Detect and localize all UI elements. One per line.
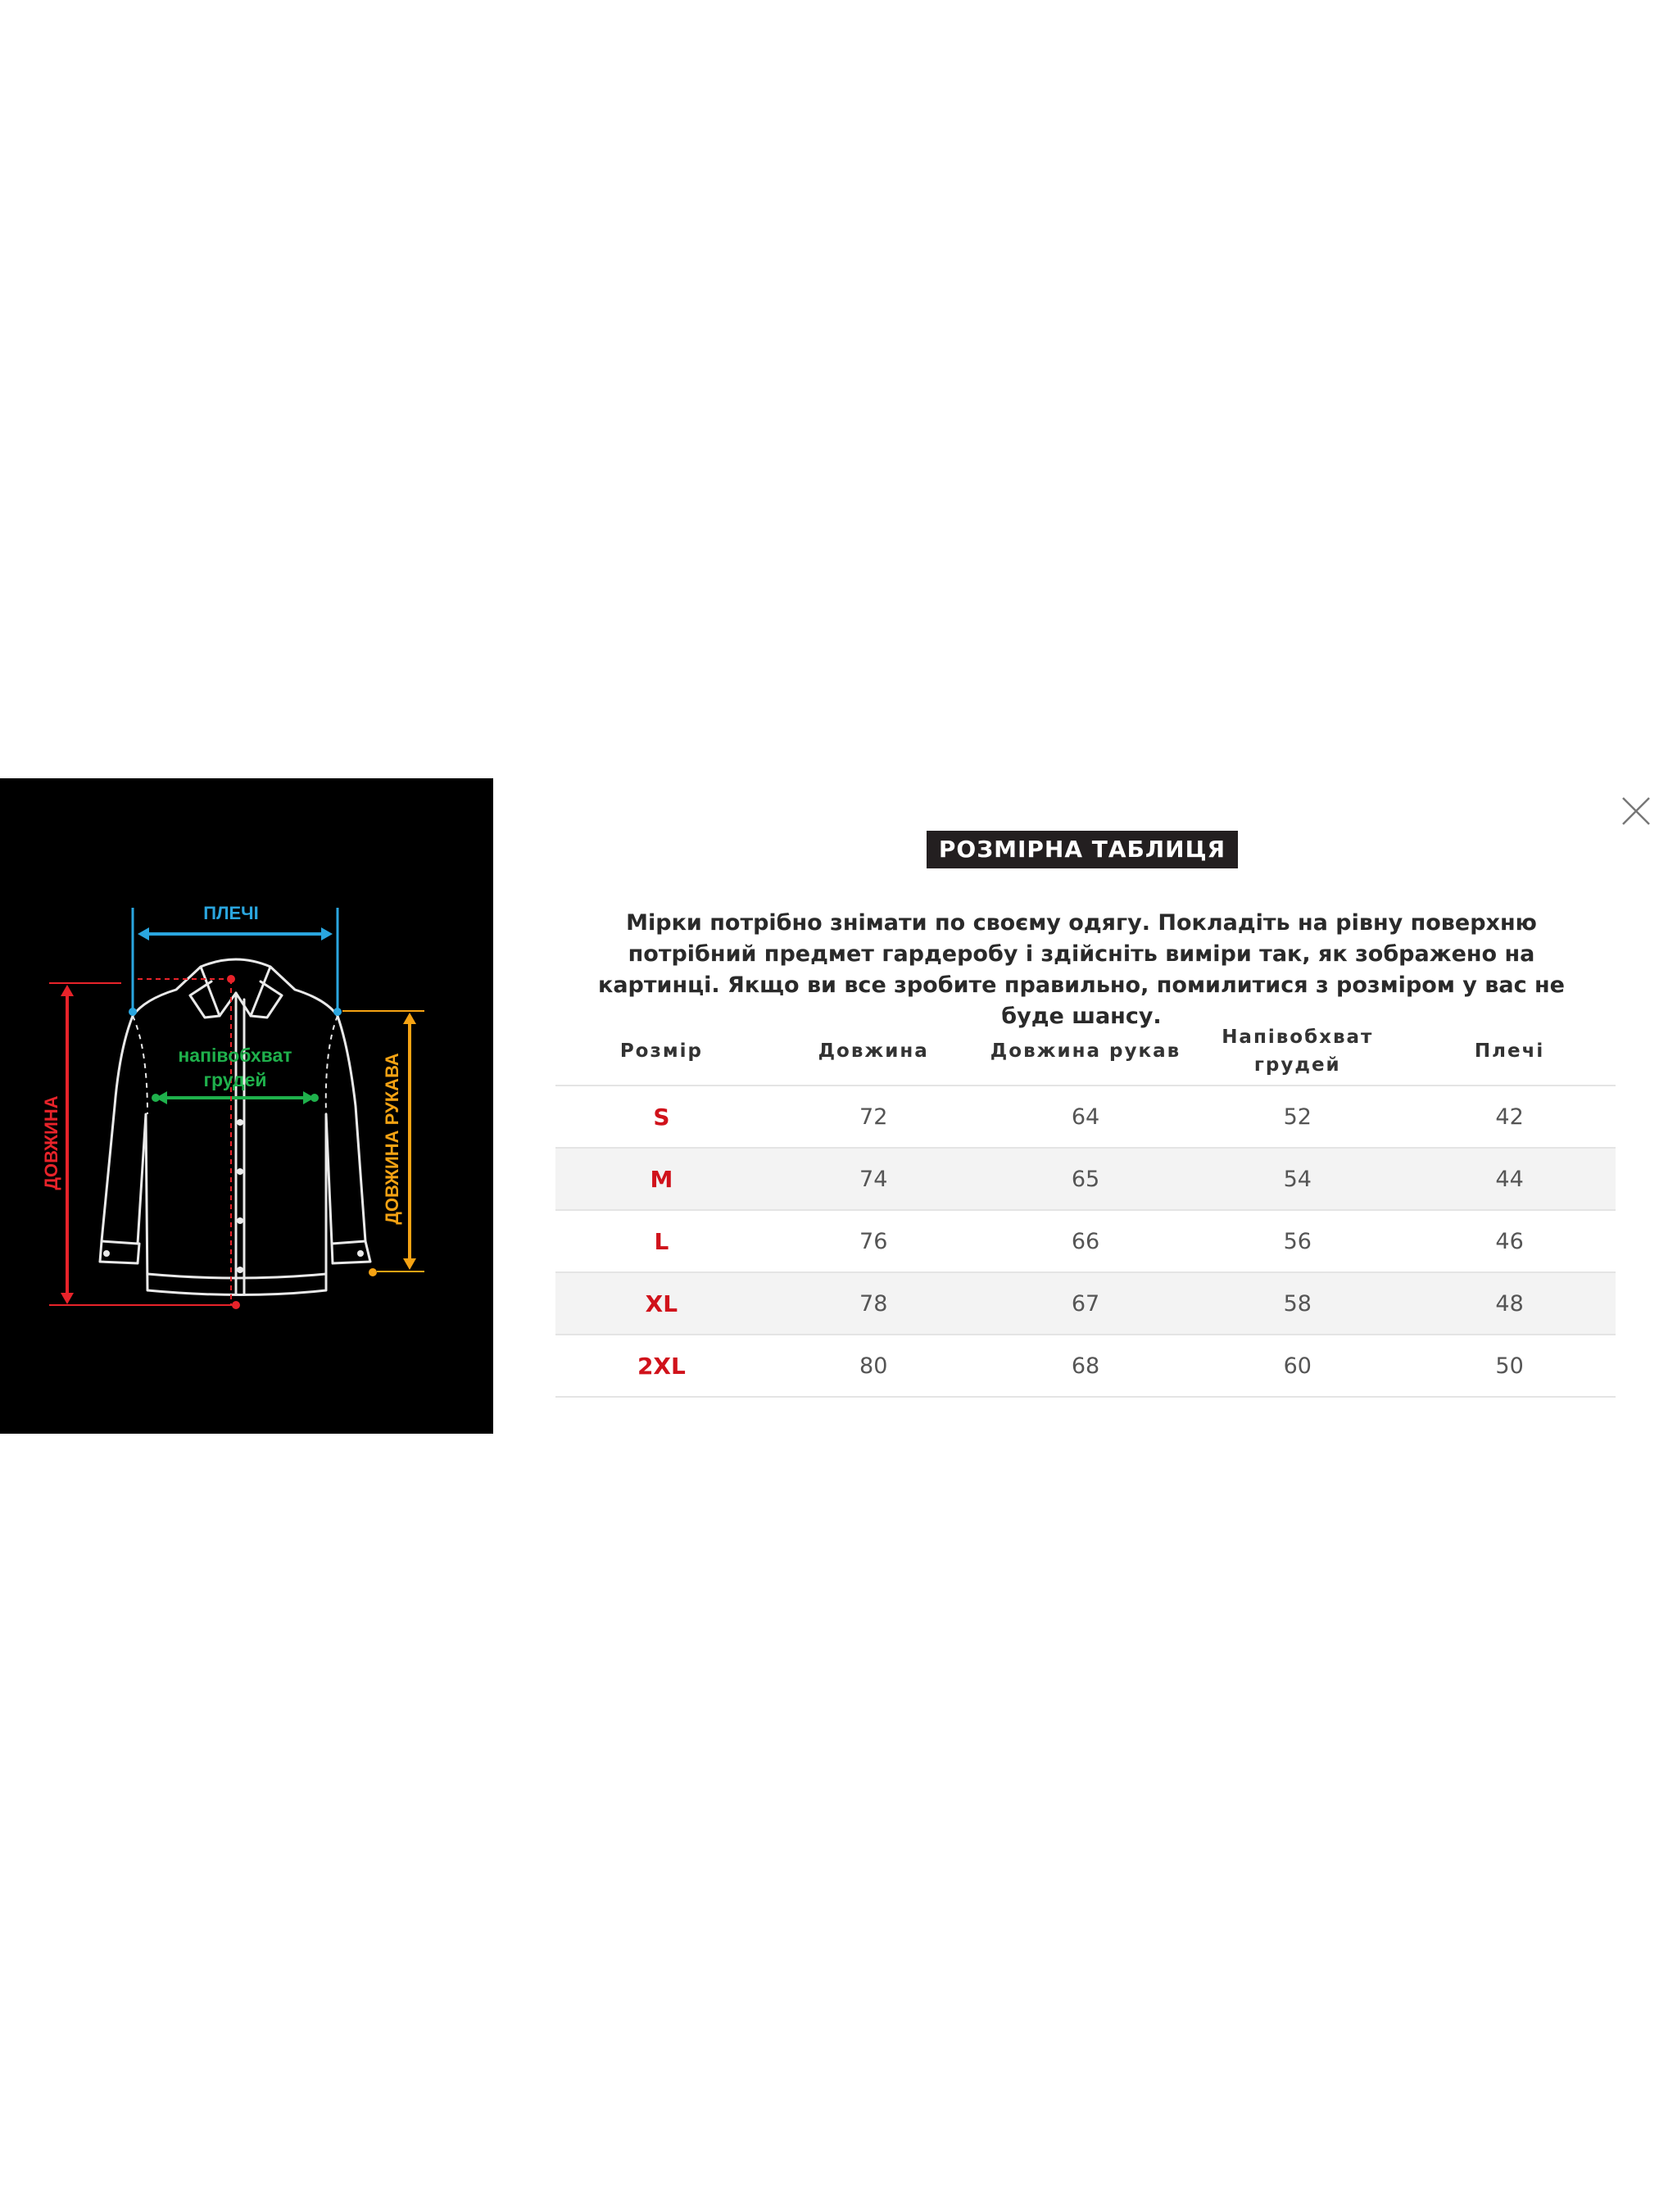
table-header-row [555,1018,1616,1086]
sleeve-length-cell: 67 [980,1272,1192,1335]
half-chest-cell: 58 [1191,1272,1403,1335]
sleeve-length-cell: 65 [980,1148,1192,1210]
size-cell: M [555,1148,768,1210]
measurement-diagram [0,778,493,1434]
size-cell: XL [555,1272,768,1335]
table-row [555,1272,1616,1335]
shoulders-cell: 48 [1403,1272,1616,1335]
shirt-outline [100,959,370,1295]
length-cell: 72 [768,1086,980,1148]
length-cell: 80 [768,1335,980,1397]
sleeve-length-label: ДОВЖИНА РУКАВА [382,1053,402,1225]
close-button[interactable] [1618,793,1654,829]
half-chest-cell: 56 [1191,1210,1403,1272]
size-cell: S [555,1086,768,1148]
shirt-diagram-svg [0,778,493,1434]
shoulders-cell: 46 [1403,1210,1616,1272]
shoulders-cell: 44 [1403,1148,1616,1210]
header-shoulders: Плечі [1403,1018,1616,1086]
size-chart-title: РОЗМІРНА ТАБЛИЦЯ [927,831,1238,868]
sleeve-length-cell: 68 [980,1335,1192,1397]
measurement-instructions: Мірки потрібно знімати по своєму одягу. Покладіть на рівну поверхню потрібний предмет гардеробу і здійсніть виміри так, як зображено на картинці. Якщо ви все зробите правильно, помилитися з розміром у вас не буде шансу. [598,910,1565,1029]
table-row [555,1086,1616,1148]
length-cell: 74 [768,1148,980,1210]
table-row [555,1335,1616,1397]
half-chest-cell: 60 [1191,1335,1403,1397]
chest-label-line2: грудей [203,1069,267,1090]
sleeve-length-cell: 64 [980,1086,1192,1148]
size-cell: 2XL [555,1335,768,1397]
header-length: Довжина [768,1018,980,1086]
header-half-chest: Напівобхват грудей [1191,1018,1403,1086]
half-chest-cell: 54 [1191,1148,1403,1210]
length-cell: 78 [768,1272,980,1335]
shirt-buttons [103,1119,364,1273]
chest-label-line1: напівобхват [178,1045,292,1066]
sleeve-length-cell: 66 [980,1210,1192,1272]
size-chart-modal [0,778,1659,1434]
table-row [555,1210,1616,1272]
length-cell: 76 [768,1210,980,1272]
shoulders-cell: 50 [1403,1335,1616,1397]
shoulders-cell: 42 [1403,1086,1616,1148]
table-row [555,1148,1616,1210]
shoulders-label: ПЛЕЧІ [203,903,259,923]
length-label: ДОВЖИНА [41,1095,61,1190]
header-size: Розмір [555,1018,768,1086]
header-sleeve-length: Довжина рукав [980,1018,1192,1086]
size-table [555,1018,1616,1398]
half-chest-cell: 52 [1191,1086,1403,1148]
close-icon [1618,793,1654,829]
size-cell: L [555,1210,768,1272]
